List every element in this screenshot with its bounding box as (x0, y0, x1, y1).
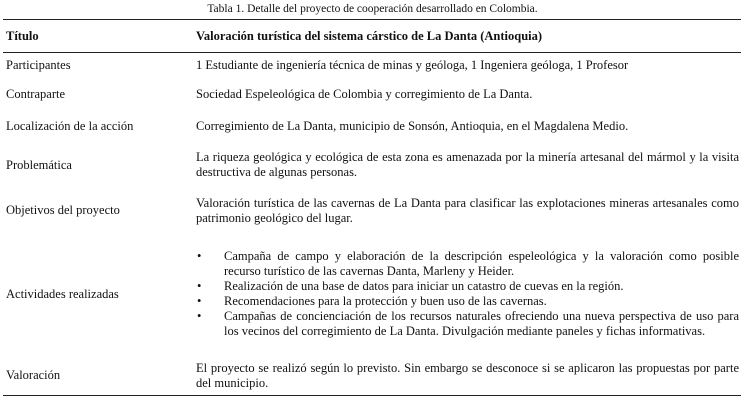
list-item (196, 279, 739, 294)
bullet-icon: • (197, 279, 202, 293)
row-label: Actividades realizadas (6, 286, 119, 301)
list-item (196, 309, 739, 339)
list-item-text: Campaña de campo y elaboración de la descripción espeleológica y la valoración como posible recurso turístico de las cavernas Danta, Marleny y Heider. (224, 249, 739, 278)
table-row-valoracion (3, 356, 741, 395)
bullet-icon: • (197, 294, 202, 308)
row-label: Problemática (6, 157, 72, 172)
row-value: Sociedad Espeleológica de Colombia y corregimiento de La Danta. (196, 87, 533, 101)
table-row-contraparte (3, 78, 741, 111)
table-row-localizacion (3, 111, 741, 141)
list-item (196, 249, 739, 279)
bullet-icon: • (197, 249, 202, 263)
table-row-actividades (3, 232, 741, 356)
table-caption: Tabla 1. Detalle del proyecto de cooperación desarrollado en Colombia. (207, 3, 538, 15)
bullet-icon: • (197, 309, 202, 323)
row-value: La riqueza geológica y ecológica de esta zona es amenazada por la minería artesanal del mármol y la visita destructiva de algunas personas. (196, 150, 739, 179)
table-header-row (3, 20, 741, 53)
header-label: Título (6, 28, 39, 43)
header-title: Valoración turística del sistema cárstico de La Danta (Antioquia) (196, 28, 543, 43)
list-item-text: Realización de una base de datos para iniciar un catastro de cuevas en la región. (224, 279, 624, 293)
row-label: Valoración (6, 368, 61, 382)
project-detail-table (3, 19, 741, 396)
table-row-objetivos (3, 189, 741, 232)
activities-list (196, 249, 739, 339)
row-value: Corregimiento de La Danta, municipio de Sonsón, Antioquia, en el Magdalena Medio. (196, 118, 629, 133)
table-row-participantes (3, 53, 741, 78)
row-value: El proyecto se realizó según lo previsto. Sin embargo se desconoce si se aplicaron las propuestas por parte del municipio. (196, 360, 739, 390)
row-label: Contraparte (6, 87, 66, 101)
row-value: Valoración turística de las cavernas de La Danta para clasificar las explotaciones mineras artesanales como patrimonio geológico del lugar. (196, 195, 739, 225)
row-label: Localización de la acción (6, 118, 134, 133)
row-value (196, 249, 741, 339)
list-item-text: Campañas de concienciación de los recursos naturales ofreciendo una nueva perspectiva de uso para los vecinos del corregimiento de La Danta. Divulgación mediante paneles y fichas informativas. (224, 309, 739, 338)
table-row-problematica (3, 141, 741, 189)
list-item-text: Recomendaciones para la protección y buen uso de las cavernas. (224, 294, 547, 308)
row-label: Objetivos del proyecto (6, 203, 120, 217)
row-value: 1 Estudiante de ingeniería técnica de minas y geóloga, 1 Ingeniera geóloga, 1 Profesor (196, 58, 629, 72)
list-item (196, 294, 739, 309)
row-label: Participantes (6, 58, 71, 72)
